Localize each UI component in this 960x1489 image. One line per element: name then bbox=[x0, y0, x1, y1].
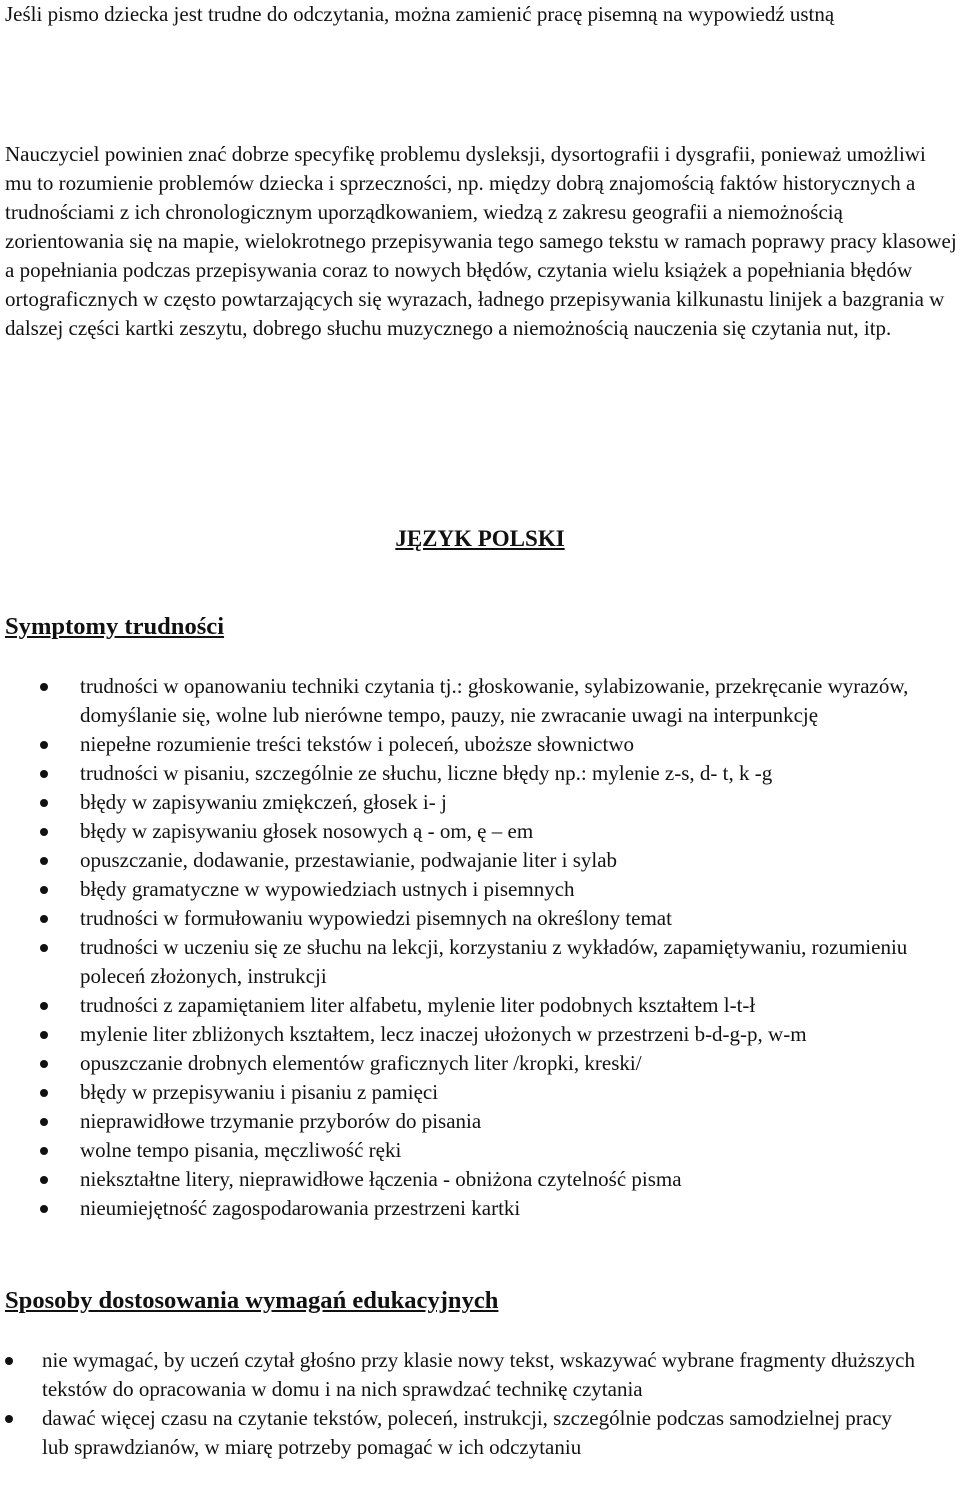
teacher-paragraph: Nauczyciel powinien znać dobrze specyfikę problemu dysleksji, dysortografii i dysgrafii, ponieważ umożliwi mu to rozumienie problemów dziecka i sprzeczności, np. między dobrą znajomością faktów historycznych a trudnościami z ich chronologicznym uporządkowaniem, wiedzą z zakresu geografii a niemożnością zorientowania się na mapie, wielokrotnego przepisywania tego samego tekstu w ramach poprawy pracy klasowej a popełniania podczas przepisywania coraz to nowych błędów, czytania wielu książek a popełniania błędów ortograficznych w często powtarzających się wyrazach, ładnego przepisywania kilkunastu linijek a bazgrania w dalszej części kartki zeszytu, dobrego słuchu muzycznego a niemożnością nauczenia się czytania nut, itp. bbox=[5, 142, 957, 340]
symptom-item: błędy gramatyczne w wypowiedziach ustnych i pisemnych bbox=[80, 875, 958, 904]
symptoms-list bbox=[80, 672, 958, 1223]
symptom-item: wolne tempo pisania, męczliwość ręki bbox=[80, 1136, 958, 1165]
symptom-item: nieprawidłowe trzymanie przyborów do pisania bbox=[80, 1107, 958, 1136]
intro-paragraph: Jeśli pismo dziecka jest trudne do odczytania, można zamienić pracę pisemną na wypowiedź ustną bbox=[5, 2, 835, 26]
method-item: dawać więcej czasu na czytanie tekstów, poleceń, instrukcji, szczególnie podczas samodzielnej pracy lub sprawdzianów, w miarę potrzeby pomagać w ich odczytaniu bbox=[42, 1404, 922, 1462]
symptoms-heading: Symptomy trudności bbox=[5, 613, 225, 640]
symptom-item: błędy w zapisywaniu zmiękczeń, głosek i- j bbox=[80, 788, 958, 817]
symptom-item: trudności w opanowaniu techniki czytania tj.: głoskowanie, sylabizowanie, przekręcanie wyrazów, domyślanie się, wolne lub nierówne tempo, pauzy, nie zwracanie uwagi na interpunkcję bbox=[80, 672, 958, 730]
section-title: JĘZYK POLSKI bbox=[395, 526, 565, 551]
symptom-item: nieumiejętność zagospodarowania przestrzeni kartki bbox=[80, 1194, 958, 1223]
symptom-item: niekształtne litery, nieprawidłowe łączenia - obniżona czytelność pisma bbox=[80, 1165, 958, 1194]
symptom-item: błędy w zapisywaniu głosek nosowych ą - om, ę – em bbox=[80, 817, 958, 846]
symptom-item: mylenie liter zbliżonych kształtem, lecz inaczej ułożonych w przestrzeni b-d-g-p, w-m bbox=[80, 1020, 958, 1049]
symptom-item: błędy w przepisywaniu i pisaniu z pamięci bbox=[80, 1078, 958, 1107]
symptom-item: trudności w pisaniu, szczególnie ze słuchu, liczne błędy np.: mylenie z-s, d- t, k -g bbox=[80, 759, 958, 788]
method-item: nie wymagać, by uczeń czytał głośno przy klasie nowy tekst, wskazywać wybrane fragmenty dłuższych tekstów do opracowania w domu i na nich sprawdzać technikę czytania bbox=[42, 1346, 922, 1404]
symptom-item: trudności w formułowaniu wypowiedzi pisemnych na określony temat bbox=[80, 904, 958, 933]
symptom-item: trudności z zapamiętaniem liter alfabetu, mylenie liter podobnych kształtem l-t-ł bbox=[80, 991, 958, 1020]
symptom-item: opuszczanie, dodawanie, przestawianie, podwajanie liter i sylab bbox=[80, 846, 958, 875]
symptom-item: trudności w uczeniu się ze słuchu na lekcji, korzystaniu z wykładów, zapamiętywaniu, rozumieniu poleceń złożonych, instrukcji bbox=[80, 933, 958, 991]
methods-heading: Sposoby dostosowania wymagań edukacyjnych bbox=[5, 1287, 499, 1314]
symptom-item: niepełne rozumienie treści tekstów i poleceń, uboższe słownictwo bbox=[80, 730, 958, 759]
symptom-item: opuszczanie drobnych elementów graficznych liter /kropki, kreski/ bbox=[80, 1049, 958, 1078]
methods-list bbox=[42, 1346, 922, 1462]
